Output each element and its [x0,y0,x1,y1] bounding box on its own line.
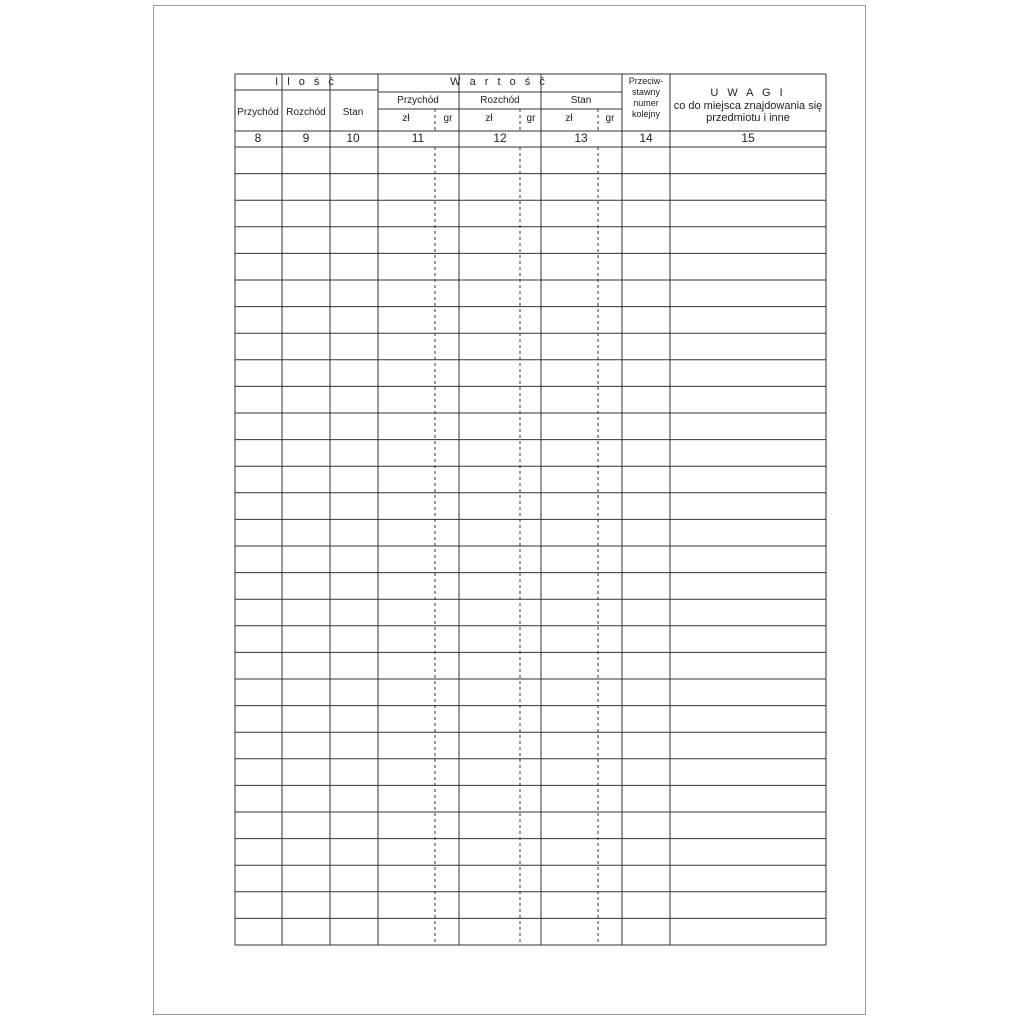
column-number-9: 9 [302,131,310,145]
ilosc-rozchod-header: Rozchód [286,107,326,118]
przeciwstawny-numer-header: Przeciw- stawny numer kolejny [628,76,664,119]
uwagi-subtitle-line1: co do miejsca znajdowania się [673,100,823,112]
stan-zl-label: zł [565,113,573,124]
ilosc-title: I l o ś ć [275,76,337,88]
wartosc-stan-header: Stan [570,95,592,106]
wartosc-przychod-header: Przychód [397,95,439,106]
stan-gr-label: gr [605,113,615,124]
column-number-10: 10 [346,131,360,145]
column-number-11: 11 [411,131,425,145]
column-number-13: 13 [574,131,588,145]
rozchod-zl-label: zł [485,113,493,124]
rozchod-gr-label: gr [526,113,536,124]
ilosc-stan-header: Stan [342,107,364,118]
przychod-gr-label: gr [443,113,453,124]
wartosc-title: W a r t o ś ć [450,76,548,88]
ilosc-przychod-header: Przychód [237,107,279,118]
uwagi-title: U W A G I [710,87,786,99]
column-number-12: 12 [493,131,507,145]
column-number-15: 15 [741,131,755,145]
column-number-8: 8 [254,131,262,145]
przychod-zl-label: zł [402,113,410,124]
column-number-14: 14 [639,131,653,145]
wartosc-rozchod-header: Rozchód [480,95,520,106]
uwagi-subtitle-line2: przedmiotu i inne [706,112,790,124]
